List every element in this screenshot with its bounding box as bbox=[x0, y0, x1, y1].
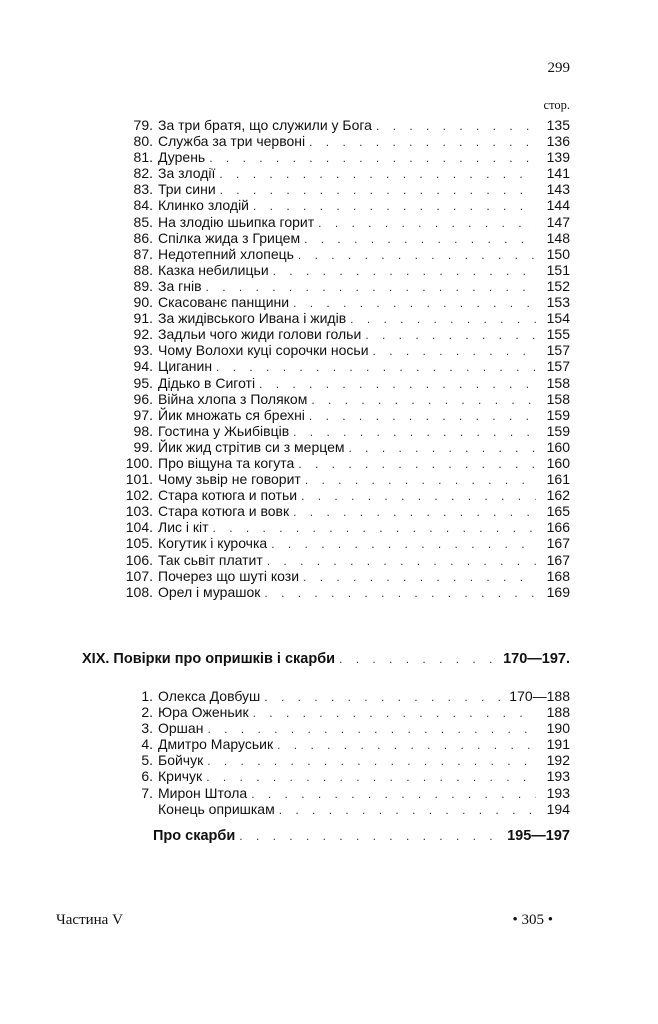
entry-number: 91. bbox=[133, 310, 153, 327]
entry-number: 1. bbox=[141, 688, 153, 704]
entry-number: 104. bbox=[125, 519, 153, 536]
dot-leader bbox=[253, 705, 536, 721]
dot-leader bbox=[253, 198, 536, 214]
toc-entry bbox=[108, 214, 570, 230]
entry-number: 87. bbox=[133, 245, 153, 262]
entry-page: 166 bbox=[546, 519, 570, 536]
dot-leader bbox=[293, 295, 536, 311]
entry-title: Циганин bbox=[158, 358, 213, 375]
entry-title: Орел і мурашок bbox=[158, 583, 261, 600]
entry-title: Гостина у Жьибівців bbox=[158, 422, 290, 439]
toc-entry bbox=[108, 455, 570, 471]
entry-number: 105. bbox=[125, 535, 153, 552]
entry-page: 190 bbox=[546, 720, 570, 737]
entry-title: Олекса Довбуш bbox=[158, 688, 261, 704]
entry-page: 157 bbox=[546, 358, 570, 375]
entry-title: Лис і кіт bbox=[158, 519, 209, 536]
dot-leader bbox=[207, 721, 536, 737]
dot-leader bbox=[373, 343, 536, 359]
entry-number: 90. bbox=[133, 294, 153, 311]
entry-title: Війна хлопа з Поляком bbox=[158, 390, 308, 407]
toc-entry bbox=[108, 688, 570, 704]
toc-list bbox=[108, 117, 570, 600]
entry-number: 80. bbox=[133, 133, 153, 150]
dot-leader bbox=[349, 440, 537, 456]
toc-entry bbox=[108, 785, 570, 801]
toc-entry bbox=[108, 552, 570, 568]
toc-entry bbox=[108, 262, 570, 278]
dot-leader bbox=[277, 737, 536, 753]
entry-title: Скасованє панщини bbox=[158, 294, 290, 311]
toc-entry bbox=[108, 181, 570, 197]
toc-entry bbox=[108, 487, 570, 503]
toc-entry bbox=[108, 133, 570, 149]
entry-page: 160 bbox=[546, 438, 570, 455]
toc-entry bbox=[108, 294, 570, 310]
entry-number: 3. bbox=[141, 720, 153, 737]
toc-entry bbox=[108, 342, 570, 358]
entry-page: 169 bbox=[546, 583, 570, 600]
entry-page: 194 bbox=[546, 800, 570, 817]
section-pages: 170—197. bbox=[503, 651, 570, 667]
dot-leader bbox=[298, 247, 536, 263]
entry-title: Три сини bbox=[158, 181, 216, 198]
entry-number: 108. bbox=[125, 583, 153, 600]
entry-page: 148 bbox=[546, 229, 570, 246]
page-column-label: стор. bbox=[543, 98, 570, 112]
entry-number: 98. bbox=[133, 422, 153, 439]
entry-title: Стара котюга и вовк bbox=[158, 503, 290, 520]
entry-number: 94. bbox=[133, 358, 153, 375]
entry-title: Когутик і курочка bbox=[158, 535, 268, 552]
entry-title: Йик множать ся брехні bbox=[158, 406, 305, 423]
toc-entry bbox=[108, 407, 570, 423]
entry-title: Оршан bbox=[158, 720, 204, 737]
entry-number: 4. bbox=[141, 736, 153, 753]
entry-title: Мирон Штола bbox=[158, 784, 248, 801]
dot-leader bbox=[216, 359, 536, 375]
footer-part-label: Частина V bbox=[56, 912, 123, 928]
toc-entry bbox=[108, 801, 570, 817]
entry-page: 147 bbox=[546, 213, 570, 230]
dot-leader bbox=[318, 215, 536, 231]
dot-leader bbox=[298, 456, 536, 472]
subsection-heading bbox=[108, 828, 570, 844]
toc-entry bbox=[108, 117, 570, 133]
entry-page: 139 bbox=[546, 149, 570, 166]
entry-page: 158 bbox=[546, 390, 570, 407]
entry-page: 153 bbox=[546, 294, 570, 311]
dot-leader bbox=[251, 786, 536, 802]
toc-entry bbox=[108, 752, 570, 768]
dot-leader bbox=[305, 472, 536, 488]
entry-number: 106. bbox=[125, 551, 153, 568]
toc-entry bbox=[108, 736, 570, 752]
dot-leader bbox=[267, 553, 536, 569]
entry-number: 5. bbox=[141, 752, 153, 769]
dot-leader bbox=[206, 279, 536, 295]
entry-page: 170—188 bbox=[509, 688, 570, 704]
entry-page: 144 bbox=[546, 197, 570, 214]
toc-entry bbox=[108, 568, 570, 584]
entry-title: Почерез що шуті кози bbox=[158, 567, 300, 584]
toc-entry bbox=[108, 149, 570, 165]
entry-number: 82. bbox=[133, 165, 153, 182]
toc-entry bbox=[108, 519, 570, 535]
toc-entry bbox=[108, 720, 570, 736]
entry-number: 102. bbox=[125, 487, 153, 504]
page-number: 299 bbox=[547, 60, 570, 76]
entry-page: 193 bbox=[546, 784, 570, 801]
entry-number: 96. bbox=[133, 390, 153, 407]
entry-page: 192 bbox=[546, 752, 570, 769]
toc-entry bbox=[108, 439, 570, 455]
entry-title: Про віщуна та когута bbox=[158, 454, 295, 471]
entry-page: 165 bbox=[546, 503, 570, 520]
entry-title: Дмитро Марусьик bbox=[158, 736, 274, 753]
entry-title: Конець опришкам bbox=[158, 800, 275, 817]
dot-leader bbox=[279, 802, 536, 818]
entry-title: Задльи чого жиди голови гольи bbox=[158, 326, 362, 343]
dot-leader bbox=[293, 504, 536, 520]
section-heading bbox=[82, 651, 570, 667]
entry-number: 88. bbox=[133, 261, 153, 278]
entry-page: 188 bbox=[546, 704, 570, 721]
entry-number: 81. bbox=[133, 149, 153, 166]
dot-leader bbox=[207, 753, 536, 769]
toc-entry bbox=[108, 503, 570, 519]
entry-page: 161 bbox=[546, 471, 570, 488]
toc-entry bbox=[108, 310, 570, 326]
toc-entry bbox=[108, 326, 570, 342]
dot-leader bbox=[303, 569, 536, 585]
entry-page: 154 bbox=[546, 310, 570, 327]
toc-entry bbox=[108, 375, 570, 391]
entry-number: 100. bbox=[125, 454, 153, 471]
entry-title: Стара котюга и потьи bbox=[158, 487, 298, 504]
entry-page: 157 bbox=[546, 342, 570, 359]
toc-entry bbox=[108, 768, 570, 784]
entry-page: 135 bbox=[546, 117, 570, 133]
dot-leader bbox=[301, 488, 536, 504]
entry-title: Бойчук bbox=[158, 752, 204, 769]
entry-title: Чому Волохи куці сорочки носьи bbox=[158, 342, 369, 359]
entry-number: 103. bbox=[125, 503, 153, 520]
toc-entry bbox=[108, 197, 570, 213]
entry-title: Казка небилицьи bbox=[158, 261, 269, 278]
footer-page-number: • 305 • bbox=[512, 912, 553, 928]
entry-title: Чому зьвір не говорит bbox=[158, 471, 301, 488]
subsection-title: Про скарби bbox=[153, 828, 236, 844]
entry-page: 191 bbox=[546, 736, 570, 753]
entry-title: Юра Оженьик bbox=[158, 704, 249, 721]
toc-entry bbox=[108, 535, 570, 551]
dot-leader bbox=[376, 118, 536, 134]
entry-number: 84. bbox=[133, 197, 153, 214]
entry-number: 107. bbox=[125, 567, 153, 584]
entry-page: 159 bbox=[546, 406, 570, 423]
entry-page: 162 bbox=[546, 487, 570, 504]
entry-number: 83. bbox=[133, 181, 153, 198]
entry-page: 141 bbox=[546, 165, 570, 182]
toc-entry bbox=[108, 278, 570, 294]
entry-title: За жидівського Ивана і жидів bbox=[158, 310, 347, 327]
entry-number: 86. bbox=[133, 229, 153, 246]
entry-number: 97. bbox=[133, 406, 153, 423]
oprishky-list bbox=[108, 688, 570, 817]
entry-number: 92. bbox=[133, 326, 153, 343]
entry-number: 95. bbox=[133, 374, 153, 391]
dot-leader bbox=[273, 263, 536, 279]
toc-entry bbox=[108, 358, 570, 374]
section-title: XIX. Повірки про опришків і скарби bbox=[82, 651, 336, 667]
dot-leader bbox=[206, 769, 536, 785]
dot-leader bbox=[271, 536, 536, 552]
toc-entry bbox=[108, 165, 570, 181]
dot-leader bbox=[309, 134, 536, 150]
entry-page: 151 bbox=[546, 261, 570, 278]
dot-leader bbox=[311, 392, 536, 408]
entry-number: 99. bbox=[133, 438, 153, 455]
entry-number: 101. bbox=[125, 471, 153, 488]
entry-number: 85. bbox=[133, 213, 153, 230]
entry-title: За гнів bbox=[158, 277, 202, 294]
entry-number: 89. bbox=[133, 277, 153, 294]
toc-entry bbox=[108, 230, 570, 246]
entry-title: За три братя, що служили у Бога bbox=[158, 117, 372, 133]
dot-leader bbox=[350, 311, 536, 327]
entry-title: Служба за три червоні bbox=[158, 133, 306, 150]
entry-title: На злодію шьипка горит bbox=[158, 213, 315, 230]
entry-page: 143 bbox=[546, 181, 570, 198]
dot-leader bbox=[239, 829, 503, 843]
entry-title: За злодії bbox=[158, 165, 216, 182]
entry-title: Йик жид стрітив си з мерцем bbox=[158, 438, 345, 455]
toc-entry bbox=[108, 391, 570, 407]
dot-leader bbox=[304, 231, 536, 247]
entry-page: 193 bbox=[546, 768, 570, 785]
entry-title: Так сьвіт платит bbox=[158, 551, 263, 568]
toc-entry bbox=[108, 584, 570, 600]
entry-number: 79. bbox=[133, 117, 153, 133]
dot-leader bbox=[309, 408, 536, 424]
toc-entry bbox=[108, 423, 570, 439]
entry-title: Недотепний хлопець bbox=[158, 245, 294, 262]
dot-leader bbox=[219, 166, 536, 182]
dot-leader bbox=[209, 150, 536, 166]
entry-page: 150 bbox=[546, 245, 570, 262]
entry-number: 93. bbox=[133, 342, 153, 359]
dot-leader bbox=[293, 424, 536, 440]
entry-title: Дідько в Сиготі bbox=[158, 374, 256, 391]
subsection-pages: 195—197 bbox=[507, 828, 570, 844]
toc-entry bbox=[108, 471, 570, 487]
entry-title: Дурень bbox=[158, 149, 206, 166]
entry-number: 7. bbox=[141, 784, 153, 801]
entry-page: 158 bbox=[546, 374, 570, 391]
toc-entry bbox=[108, 704, 570, 720]
entry-page: 167 bbox=[546, 535, 570, 552]
dot-leader bbox=[259, 376, 536, 392]
entry-page: 167 bbox=[546, 551, 570, 568]
entry-page: 168 bbox=[546, 567, 570, 584]
entry-number: 6. bbox=[141, 768, 153, 785]
entry-title: Спілка жида з Грицем bbox=[158, 229, 301, 246]
entry-title: Клинко злодій bbox=[158, 197, 249, 214]
entry-number: 2. bbox=[141, 704, 153, 721]
dot-leader bbox=[213, 520, 536, 536]
entry-page: 136 bbox=[546, 133, 570, 150]
entry-page: 159 bbox=[546, 422, 570, 439]
entry-title: Кричук bbox=[158, 768, 203, 785]
dot-leader bbox=[339, 652, 499, 666]
dot-leader bbox=[365, 327, 536, 343]
dot-leader bbox=[264, 585, 536, 601]
entry-page: 155 bbox=[546, 326, 570, 343]
entry-page: 160 bbox=[546, 454, 570, 471]
entry-page: 152 bbox=[546, 277, 570, 294]
dot-leader bbox=[220, 182, 536, 198]
dot-leader bbox=[264, 689, 505, 705]
toc-entry bbox=[108, 246, 570, 262]
